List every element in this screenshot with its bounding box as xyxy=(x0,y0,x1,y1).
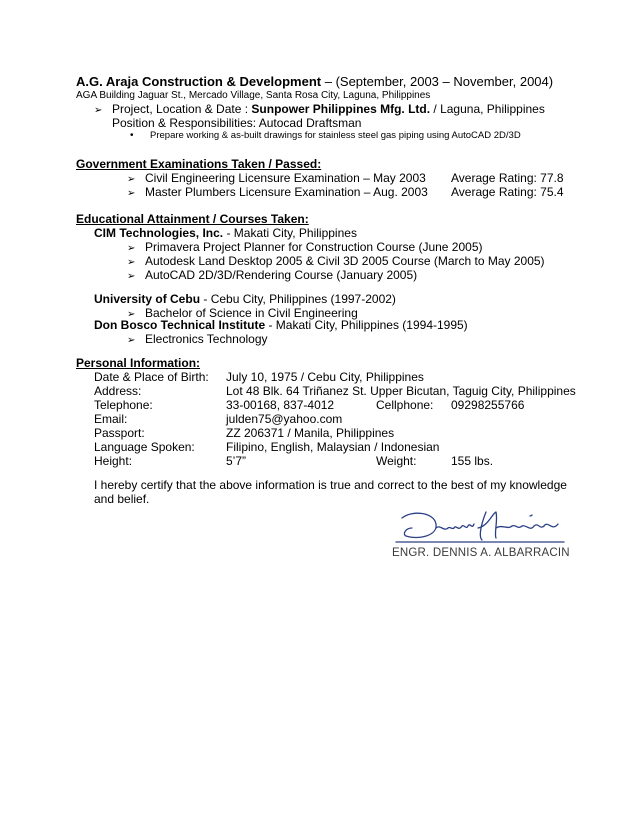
project-suffix: / Laguna, Philippines xyxy=(430,102,545,116)
arrow-bullet-icon: ➢ xyxy=(94,105,103,116)
project-prefix: Project, Location & Date : xyxy=(112,102,252,116)
school-name: University of Cebu xyxy=(94,292,201,306)
company-name: A.G. Araja Construction & Development xyxy=(76,74,322,89)
degree-name: Bachelor of Science in Civil Engineering xyxy=(145,306,358,320)
course-name: Primavera Project Planner for Construction Course (June 2005) xyxy=(145,240,483,254)
handwritten-signature xyxy=(392,506,567,550)
arrow-bullet-icon: ➢ xyxy=(127,335,136,346)
height-value: 5’7” xyxy=(226,454,247,468)
school-name: CIM Technologies, Inc. xyxy=(94,226,224,240)
email-label: Email: xyxy=(94,412,128,426)
job-period: – (September, 2003 – November, 2004) xyxy=(321,74,554,89)
course-item xyxy=(127,268,417,284)
exam-item xyxy=(127,185,428,201)
address-value: Lot 48 Blk. 64 Triñanez St. Upper Bicutan, Taguig City, Philippines xyxy=(226,384,576,398)
job-heading xyxy=(76,74,553,90)
language-value: Filipino, English, Malaysian / Indonesian xyxy=(226,440,440,454)
duty-line xyxy=(130,130,521,142)
exams-heading: Government Examinations Taken / Passed: xyxy=(76,157,322,171)
cellphone-value: 09298255766 xyxy=(451,398,525,412)
address-label: Address: xyxy=(94,384,142,398)
course-name: Autodesk Land Desktop 2005 & Civil 3D 2005 Course (March to May 2005) xyxy=(145,254,545,268)
personal-heading: Personal Information: xyxy=(76,356,201,370)
weight-value: 155 lbs. xyxy=(451,454,494,468)
signatory-name: ENGR. DENNIS A. ALBARRACIN xyxy=(392,547,570,559)
email-value: julden75@yahoo.com xyxy=(226,412,343,426)
passport-label: Passport: xyxy=(94,426,145,440)
telephone-label: Telephone: xyxy=(94,398,153,412)
duty-text: Prepare working & as-built drawings for stainless steel gas piping using AutoCAD 2D/3D xyxy=(150,130,521,141)
weight-label: Weight: xyxy=(376,454,417,468)
height-label: Height: xyxy=(94,454,133,468)
school-line xyxy=(94,318,468,332)
school-line xyxy=(94,226,357,240)
exam-name: Civil Engineering Licensure Examination – May 2003 xyxy=(145,171,426,185)
course-name: AutoCAD 2D/3D/Rendering Course (January 2005) xyxy=(145,268,418,282)
birth-value: July 10, 1975 / Cebu City, Philippines xyxy=(226,370,424,384)
birth-label: Date & Place of Birth: xyxy=(94,370,209,384)
language-label: Language Spoken: xyxy=(94,440,195,454)
passport-value: ZZ 206371 / Manila, Philippines xyxy=(226,426,395,440)
school-location: - Makati City, Philippines xyxy=(223,226,357,240)
exam-rating: Average Rating: 75.4 xyxy=(451,185,564,199)
company-address: AGA Building Jaguar St., Mercado Village, Santa Rosa City, Laguna, Philippines xyxy=(76,90,431,101)
arrow-bullet-icon: ➢ xyxy=(127,309,136,320)
arrow-bullet-icon: ➢ xyxy=(127,271,136,282)
education-heading: Educational Attainment / Courses Taken: xyxy=(76,212,309,226)
course-name: Electronics Technology xyxy=(145,332,268,346)
exam-rating: Average Rating: 77.8 xyxy=(451,171,564,185)
certification-line-1: I hereby certify that the above information is true and correct to the best of my knowledge xyxy=(94,478,567,492)
project-name: Sunpower Philippines Mfg. Ltd. xyxy=(251,102,431,116)
school-location: - Makati City, Philippines (1994-1995) xyxy=(265,318,468,332)
arrow-bullet-icon: ➢ xyxy=(127,257,136,268)
arrow-bullet-icon: ➢ xyxy=(127,174,136,185)
arrow-bullet-icon: ➢ xyxy=(127,243,136,254)
certification-line-2: and belief. xyxy=(94,492,150,506)
dot-bullet-icon: • xyxy=(130,130,134,141)
telephone-value: 33-00168, 837-4012 xyxy=(226,398,335,412)
school-name: Don Bosco Technical Institute xyxy=(94,318,266,332)
arrow-bullet-icon: ➢ xyxy=(127,188,136,199)
position-line: Position & Responsibilities: Autocad Draftsman xyxy=(112,116,362,130)
school-location: - Cebu City, Philippines (1997-2002) xyxy=(200,292,396,306)
course-item xyxy=(127,332,268,348)
cellphone-label: Cellphone: xyxy=(376,398,434,412)
school-line xyxy=(94,292,396,306)
exam-name: Master Plumbers Licensure Examination – Aug. 2003 xyxy=(145,185,428,199)
